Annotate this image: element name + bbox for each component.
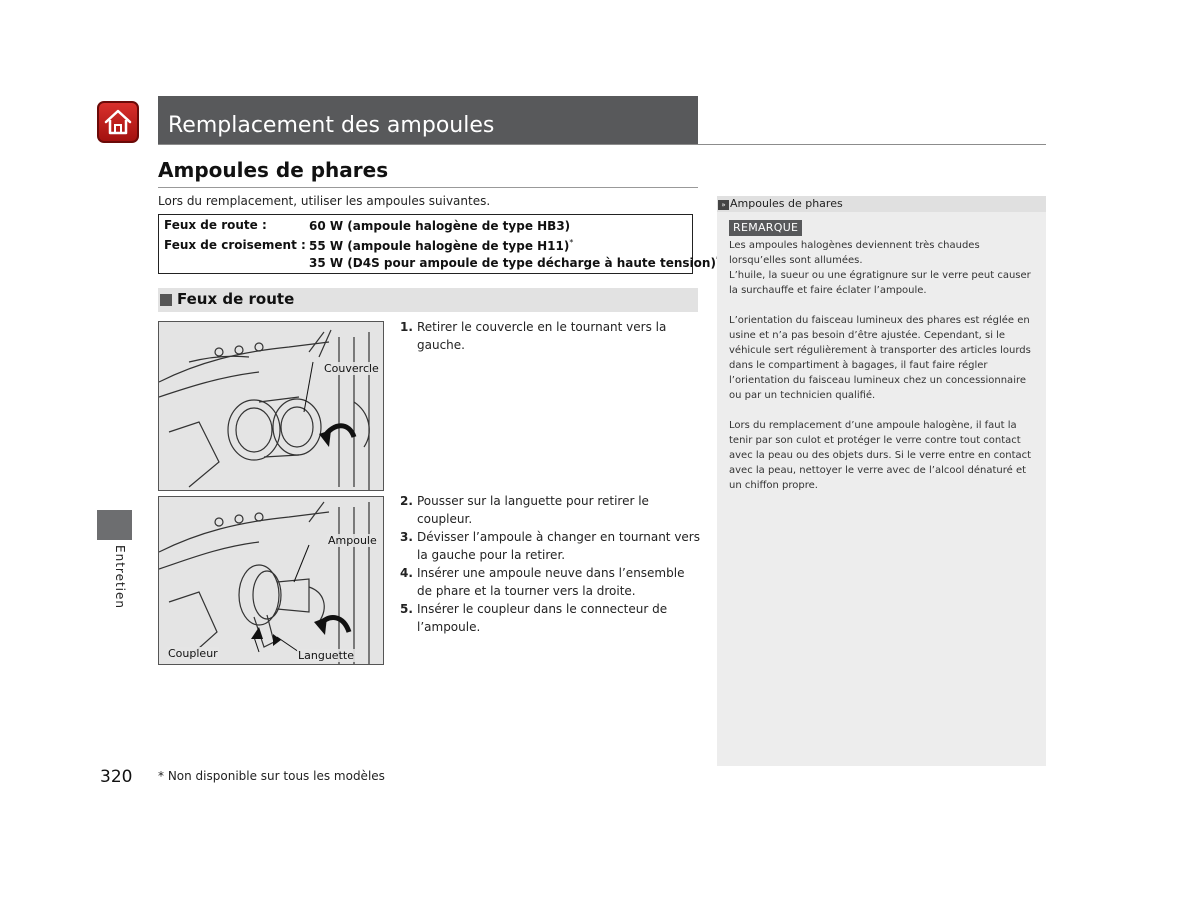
step-number: 3.	[400, 530, 413, 544]
spec-label: Feux de route :	[164, 218, 267, 232]
headlight-bulb-drawing	[159, 497, 384, 665]
sidebar-heading-text: Ampoules de phares	[730, 197, 843, 210]
square-bullet-icon	[160, 294, 172, 306]
subsection-header	[158, 288, 698, 312]
illustration-cover-removal	[158, 321, 384, 491]
label-languette: Languette	[298, 649, 354, 662]
label-couvercle: Couvercle	[324, 362, 379, 375]
illustration-bulb-removal	[158, 496, 384, 665]
sidebar-paragraph: Lors du remplacement d’une ampoule halogène, il faut la tenir par son culot et protéger le verre contre tout contact avec la peau ou des objets durs. Si le verre entre en contact avec la peau, nettoyer le verre avec de l’alcool dénaturé et un chiffon propre.	[729, 420, 1032, 491]
home-icon	[103, 107, 133, 137]
subsection-title: Feux de route	[177, 290, 295, 308]
step-text: Dévisser l’ampoule à changer en tournant vers la gauche pour la retirer.	[417, 530, 700, 562]
step-number: 5.	[400, 602, 413, 616]
page-number: 320	[100, 767, 133, 787]
spec-value: 35 W (D4S pour ampoule de type décharge à haute tension)	[309, 256, 716, 270]
steps-list	[400, 318, 700, 354]
section-heading: Ampoules de phares	[158, 158, 389, 182]
remarque-badge: REMARQUE	[729, 220, 802, 236]
step-item	[400, 600, 700, 636]
step-item	[400, 564, 700, 600]
spec-value: 55 W (ampoule halogène de type H11)*	[309, 238, 574, 253]
footnote: * Non disponible sur tous les modèles	[158, 769, 385, 783]
sidebar-paragraph: Les ampoules halogènes deviennent très chaudes lorsqu’elles sont allumées. L’huile, la sueur ou une égratignure sur le verre peut causer la surchauffe et faire éclater l’ampoule.	[729, 240, 1031, 296]
step-item	[400, 528, 700, 564]
step-item	[400, 318, 700, 354]
step-item	[400, 492, 700, 528]
step-number: 4.	[400, 566, 413, 580]
step-text: Pousser sur la languette pour retirer le coupleur.	[417, 494, 649, 526]
double-chevron-icon: »	[718, 200, 729, 210]
home-button[interactable]	[97, 101, 139, 143]
bulb-spec-table	[158, 214, 716, 274]
page-title: Remplacement des ampoules	[158, 96, 698, 144]
sidebar-heading	[718, 197, 843, 210]
step-number: 2.	[400, 494, 413, 508]
step-text: Insérer une ampoule neuve dans l’ensemble de phare et la tourner vers la droite.	[417, 566, 685, 598]
spec-label: Feux de croisement :	[164, 238, 306, 252]
step-text: Retirer le couvercle en le tournant vers la gauche.	[417, 320, 667, 352]
section-divider	[158, 187, 698, 188]
title-divider	[158, 144, 1046, 145]
chapter-tab-label: Entretien	[113, 545, 127, 609]
step-text: Insérer le coupleur dans le connecteur de l’ampoule.	[417, 602, 668, 634]
chapter-tab[interactable]	[97, 510, 132, 540]
label-coupleur: Coupleur	[168, 647, 218, 660]
headlight-cover-drawing	[159, 322, 384, 491]
step-number: 1.	[400, 320, 413, 334]
spec-value: 60 W (ampoule halogène de type HB3)	[309, 219, 571, 233]
intro-text: Lors du remplacement, utiliser les ampoules suivantes.	[158, 194, 491, 208]
label-ampoule: Ampoule	[328, 534, 377, 547]
sidebar-paragraph: L’orientation du faisceau lumineux des phares est réglée en usine et n’a pas besoin d’être ajustée. Cependant, si le véhicule sert régulièrement à transporter des articles lourds dans le compartiment à bagages, il faut faire régler l’orientation du faisceau lumineux chez un concessionnaire ou par un technicien qualifié.	[729, 315, 1031, 401]
steps-list	[400, 492, 700, 636]
